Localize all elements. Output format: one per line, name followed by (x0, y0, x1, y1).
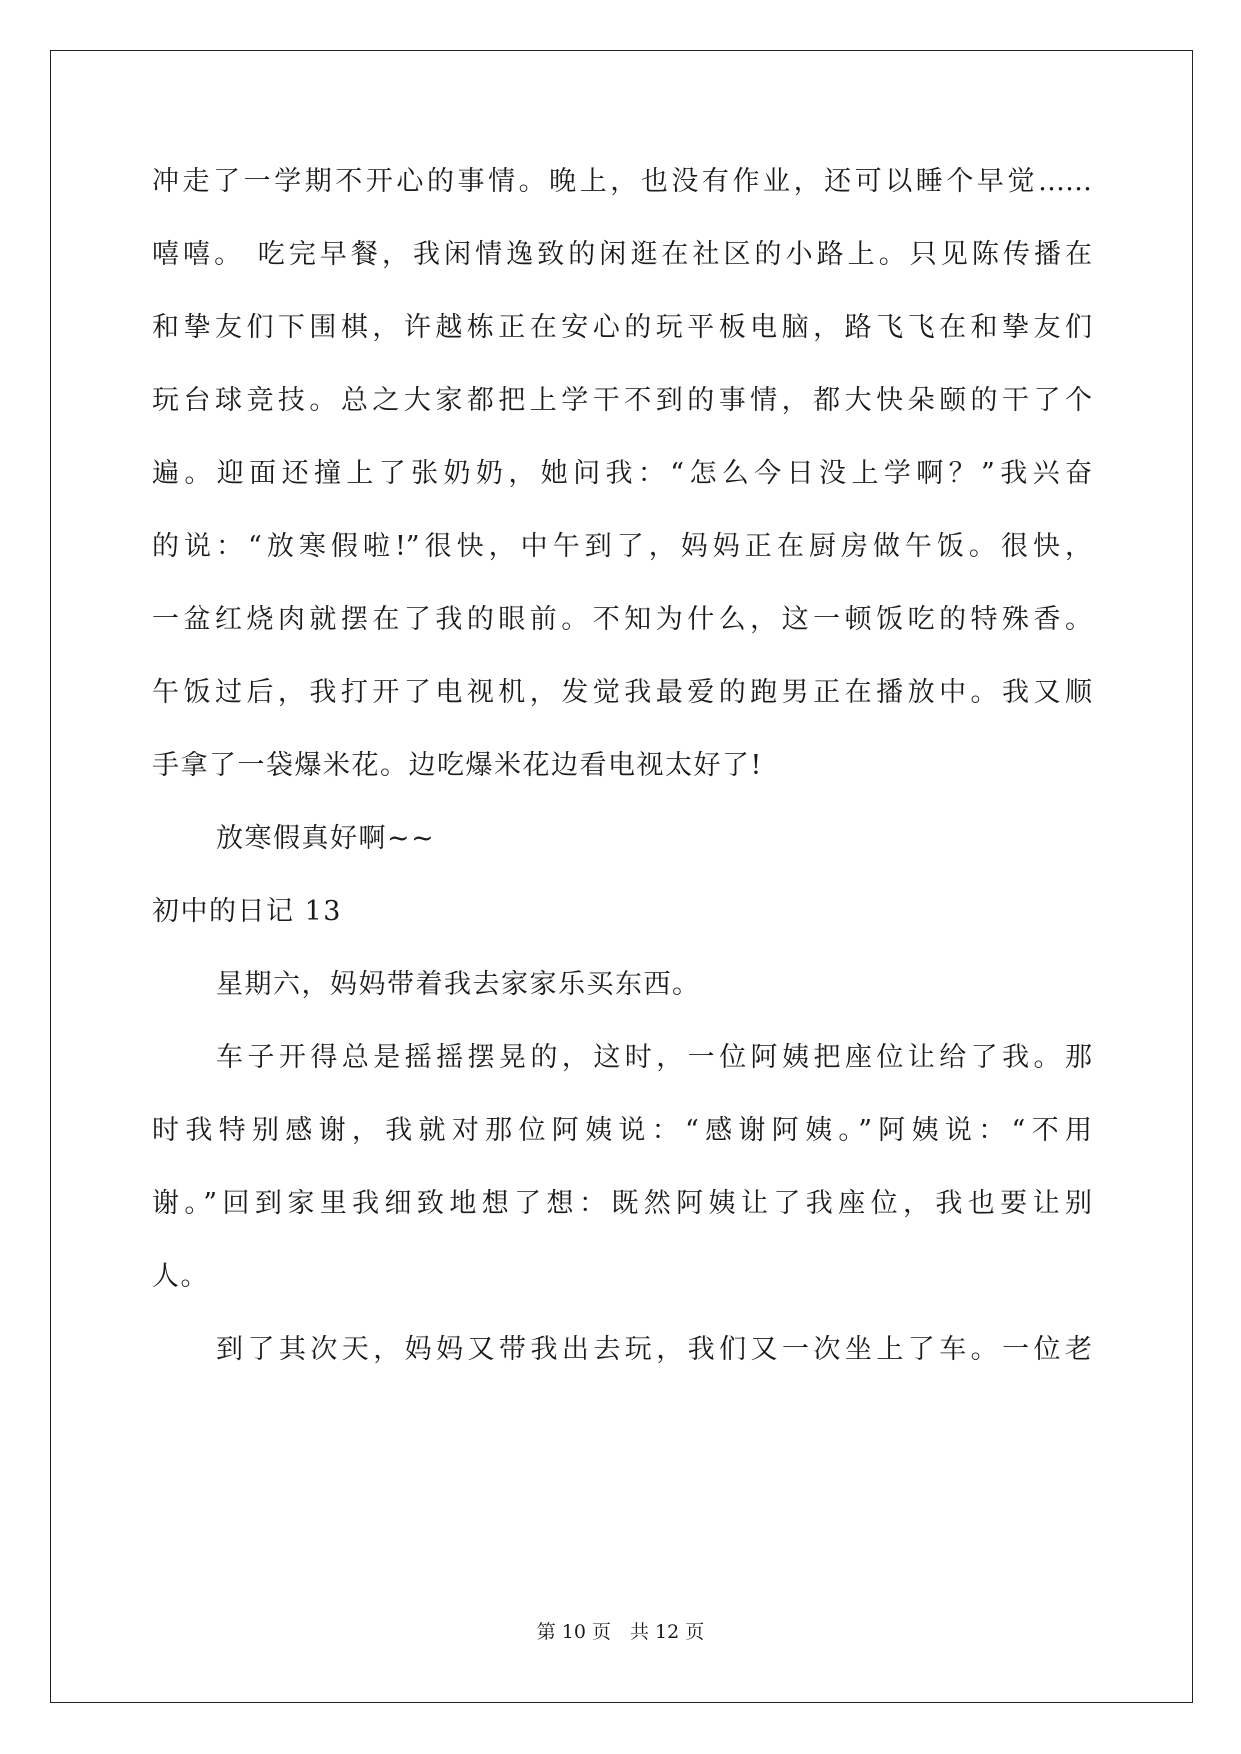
text-line: 人。 (152, 1261, 209, 1292)
text-line: 手拿了一袋爆米花。边吃爆米花边看电视太好了! (152, 750, 763, 781)
text-line: 玩台球竞技。总之大家都把上学干不到的事情，都大快朵颐的干了个 (152, 385, 1092, 416)
page-number: 第 10 页 共 12 页 (536, 1621, 705, 1643)
text-line: 和挚友们下围棋，许越栋正在安心的玩平板电脑，路飞飞在和挚友们 (152, 312, 1092, 343)
text-line: 到了其次天，妈妈又带我出去玩，我们又一次坐上了车。一位老 (216, 1334, 1092, 1365)
text-line: 放寒假真好啊~~ (216, 823, 436, 854)
text-line: 的说：“放寒假啦!”很快，中午到了，妈妈正在厨房做午饭。很快， (152, 531, 1092, 562)
text-line: 一盆红烧肉就摆在了我的眼前。不知为什么，这一顿饭吃的特殊香。 (152, 604, 1092, 635)
text-line: 午饭过后，我打开了电视机，发觉我最爱的跑男正在播放中。我又顺 (152, 677, 1092, 708)
text-line: 冲走了一学期不开心的事情。晚上，也没有作业，还可以睡个早觉…… (152, 166, 1092, 197)
section-heading: 初中的日记 13 (152, 896, 342, 927)
text-line: 车子开得总是摇摇摆晃的，这时，一位阿姨把座位让给了我。那 (216, 1042, 1092, 1073)
text-line: 遍。迎面还撞上了张奶奶，她问我：“怎么今日没上学啊？”我兴奋 (152, 458, 1092, 489)
page-frame (50, 50, 1193, 1703)
text-line: 嘻嘻。 吃完早餐，我闲情逸致的闲逛在社区的小路上。只见陈传播在 (152, 239, 1092, 270)
text-line: 星期六，妈妈带着我去家家乐买东西。 (216, 969, 701, 1000)
text-line: 谢。”回到家里我细致地想了想：既然阿姨让了我座位，我也要让别 (152, 1188, 1092, 1219)
text-line: 时我特别感谢，我就对那位阿姨说：“感谢阿姨。”阿姨说：“不用 (152, 1115, 1092, 1146)
